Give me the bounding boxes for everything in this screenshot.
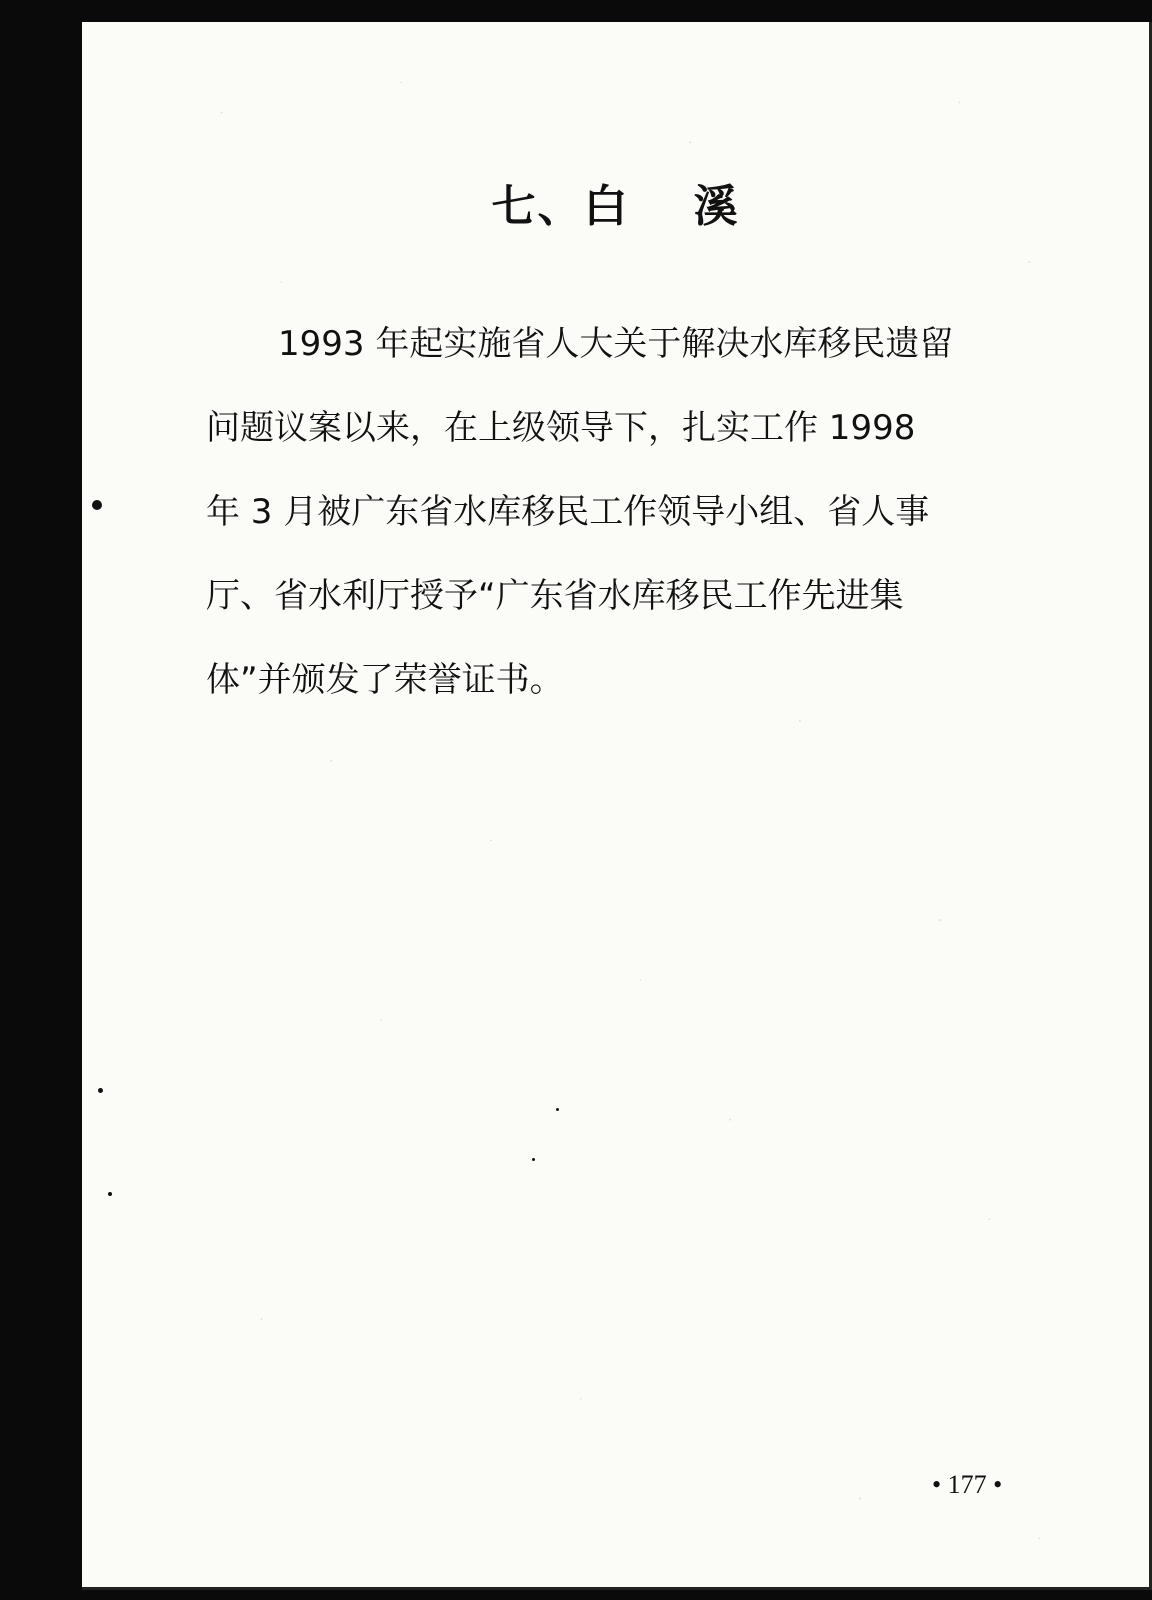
page-number: • 177 • — [932, 1470, 1003, 1499]
scan-artifact-dot — [532, 1158, 535, 1161]
scan-artifact-dot — [108, 1192, 112, 1196]
paragraph-line: 厅、省水利厅授予“广东省水库移民工作先进集 — [206, 576, 904, 616]
paragraph-line: 年 3 月被广东省水库移民工作领导小组、省人事 — [206, 492, 930, 532]
body-paragraph — [206, 302, 1036, 722]
scan-artifact-dot — [98, 1088, 103, 1093]
scan-artifact-dot — [92, 500, 102, 510]
page-title — [82, 170, 1149, 234]
paragraph-line: 体”并颁发了荣誉证书。 — [206, 660, 564, 700]
scan-artifact-dot — [556, 1108, 559, 1111]
scan-noise — [82, 22, 1149, 1587]
document-page — [82, 22, 1152, 1590]
paragraph-line: 问题议案以来，在上级领导下，扎实工作 1998 — [206, 408, 916, 448]
title-part-1: 七、白 — [491, 181, 630, 232]
title-part-2: 溪 — [693, 181, 740, 232]
paragraph-line: 1993 年起实施省人大关于解决水库移民遗留 — [278, 324, 954, 364]
